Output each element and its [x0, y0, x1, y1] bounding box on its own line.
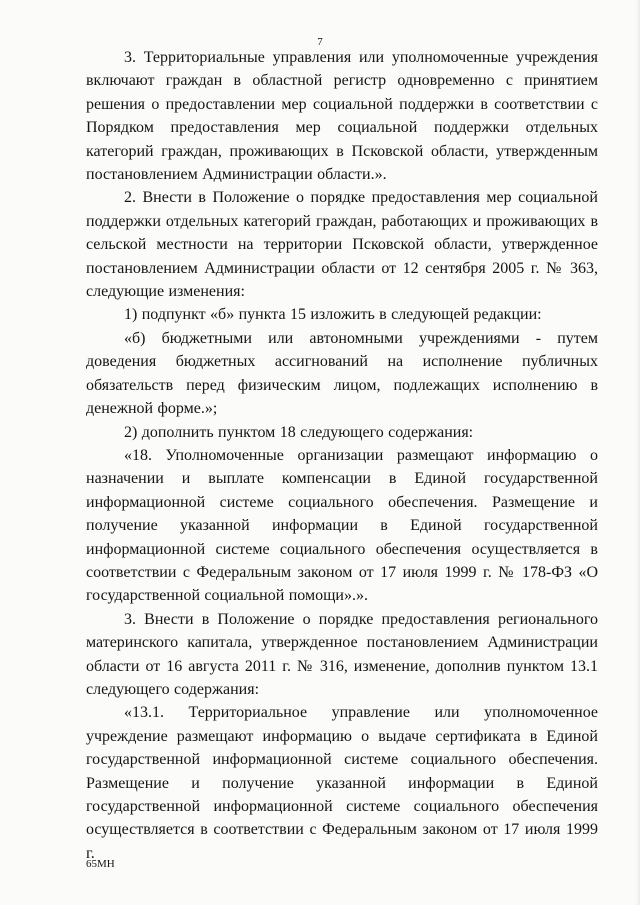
page-number: 7 [317, 36, 323, 48]
paragraph-subitem-b-intro: 1) подпункт «б» пункта 15 изложить в следующей редакции: [124, 306, 542, 324]
paragraph-regional-register: 3. Территориальные управления или уполномоченные учреждения включают граждан в областной регистр одновременно с принятием решения о предоставлении мер социальной поддержки в соответствии с Порядком предоставления мер социальной поддержки отдельных категорий граждан, проживающих в Псковской области, утвержденным постановлением Администрации области.». [86, 49, 598, 184]
document-code: 65МН [86, 858, 115, 870]
paragraph-item-13-1-text: «13.1. Территориальное управление или уполномоченное учреждение размещают информацию о выдаче сертификата в Единой государственной информационной системе социального обеспечения. Размещение и получение указанной информации в Единой государственной информационной системе социального обеспечения осуществляется в соответствии с Федеральным законом от 17 июля 1999 г. [86, 704, 598, 862]
paragraph-amendment-2-intro: 2. Внести в Положение о порядке предоставления мер социальной поддержки отдельных категорий граждан, работающих и проживающих в сельской местности на территории Псковской области, утвержденное постановлением Администрации области от 12 сентября 2005 г. № 363, следующие изменения: [86, 189, 598, 301]
document-body [86, 46, 598, 865]
page-edge-shadow [636, 0, 640, 905]
paragraph-amendment-3-intro: 3. Внести в Положение о порядке предоставления регионального материнского капитала, утвержденное постановлением Администрации области от 16 августа 2011 г. № 316, изменение, дополнив пунктом 13.1 следующего содержания: [86, 610, 598, 698]
paragraph-item-18-text: «18. Уполномоченные организации размещают информацию о назначении и выплате компенсации в Единой государственной информационной системе социального обеспечения. Размещение и получение указанной информации в Единой государственной информационной системе социального обеспечения осуществляется в соответствии с Федеральным законом от 17 июля 1999 г. № 178-ФЗ «О государственной социальной помощи».». [86, 446, 598, 605]
paragraph-subitem-b-text: «б) бюджетными или автономными учреждениями - путем доведения бюджетных ассигнований на исполнение публичных обязательств перед физическим лицом, подлежащих исполнению в денежной форме.»; [86, 329, 598, 418]
paragraph-item-18-intro: 2) дополнить пунктом 18 следующего содержания: [124, 423, 474, 441]
